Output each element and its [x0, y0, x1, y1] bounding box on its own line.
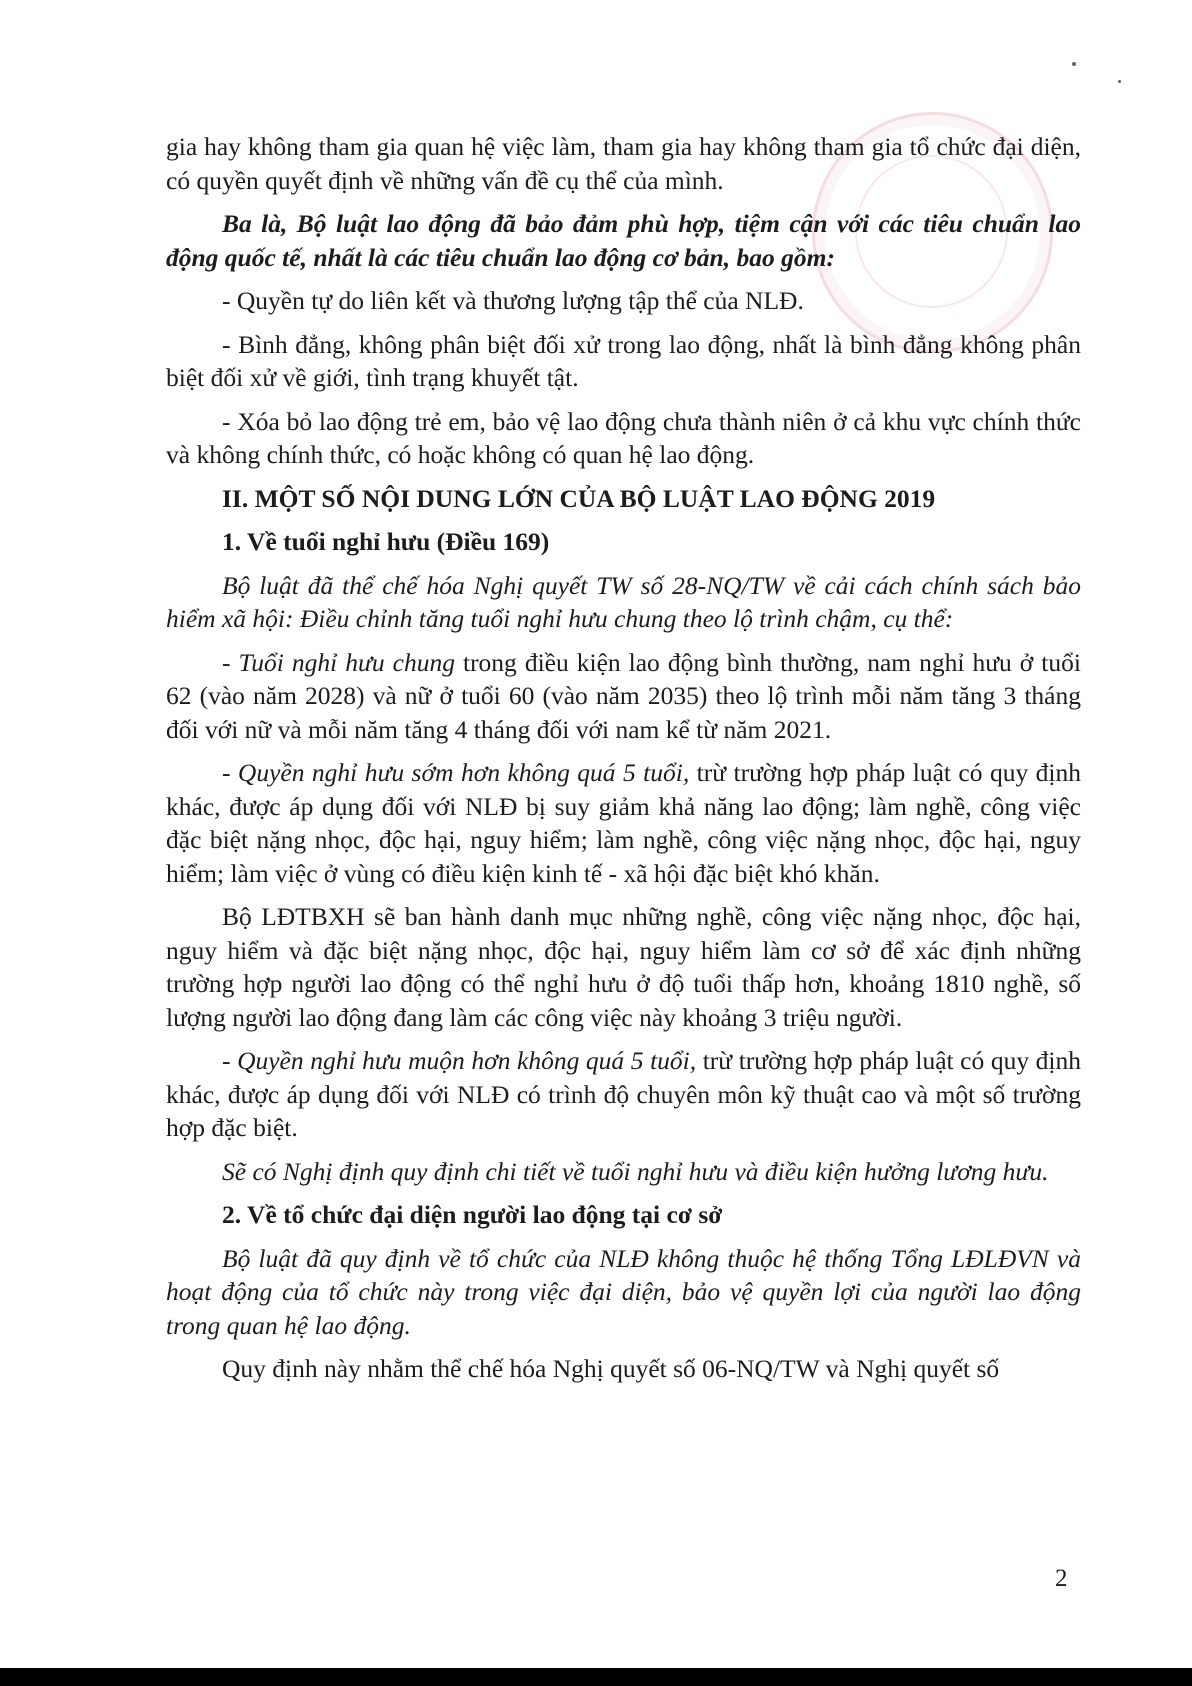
page-number: 2	[1055, 1565, 1068, 1592]
bullet-item: - Quyền tự do liên kết và thương lượng tập thể của NLĐ.	[222, 286, 804, 315]
section-heading: II. MỘT SỐ NỘI DUNG LỚN CỦA BỘ LUẬT LAO ĐỘNG 2019	[222, 483, 936, 513]
bullet-item: - Xóa bỏ lao động trẻ em, bảo vệ lao động chưa thành niên ở cả khu vực chính thức và không chính thức, có hoặc không có quan hệ lao động.	[166, 406, 1081, 469]
bullet-item	[166, 1044, 1081, 1145]
bullet-item	[166, 756, 1081, 890]
subsection-heading: 2. Về tổ chức đại diện người lao động tại cơ sở	[222, 1200, 723, 1229]
bullet-text: trừ trường hợp pháp luật có quy định khác, được áp dụng đối với NLĐ bị suy giảm khả năng lao động; làm nghề, công việc đặc biệt nặng nhọc, độc hại, nguy hiểm; làm nghề, công việc nặng nhọc, độc hại, nguy hiểm; làm việc ở vùng có điều kiện kinh tế - xã hội đặc biệt khó khăn.	[166, 758, 1081, 888]
paragraph: Bộ LĐTBXH sẽ ban hành danh mục những nghề, công việc nặng nhọc, độc hại, nguy hiểm và đặc biệt nặng nhọc, độc hại, nguy hiểm làm cơ sở để xác định những trường hợp người lao động có thể nghỉ hưu ở độ tuổi thấp hơn, khoảng 1810 nghề, số lượng người lao động đang làm các công việc này khoảng 3 triệu người.	[166, 902, 1081, 1032]
scan-border	[0, 1668, 1192, 1686]
paragraph-italic: Bộ luật đã quy định về tổ chức của NLĐ không thuộc hệ thống Tổng LĐLĐVN và hoạt động của tổ chức này trong việc đại diện, bảo vệ quyền lợi của người lao động trong quan hệ lao động.	[166, 1243, 1081, 1340]
paragraph-heading-italic: Ba là, Bộ luật lao động đã bảo đảm phù hợp, tiệm cận với các tiêu chuẩn lao động quốc tế, nhất là các tiêu chuẩn lao động cơ bản, bao gồm:	[166, 209, 1081, 272]
bullet-lead: - Quyền nghỉ hưu sớm hơn không quá 5 tuổi,	[222, 758, 690, 787]
bullet-text: trừ trường hợp pháp luật có quy định khác, được áp dụng đối với NLĐ có trình độ chuyên môn kỹ thuật cao và một số trường hợp đặc biệt.	[166, 1046, 1081, 1142]
document-body	[166, 130, 1081, 1396]
paragraph: Quy định này nhằm thể chế hóa Nghị quyết số 06-NQ/TW và Nghị quyết số	[222, 1354, 1000, 1383]
bullet-item: - Bình đẳng, không phân biệt đối xử trong lao động, nhất là bình đẳng không phân biệt đối xử về giới, tình trạng khuyết tật.	[166, 329, 1081, 392]
subsection-heading: 1. Về tuổi nghỉ hưu (Điều 169)	[222, 527, 550, 556]
paragraph-italic: Sẽ có Nghị định quy định chi tiết về tuổi nghỉ hưu và điều kiện hưởng lương hưu.	[222, 1156, 1049, 1186]
scan-speck	[1118, 80, 1121, 83]
paragraph-italic: Bộ luật đã thể chế hóa Nghị quyết TW số 28-NQ/TW về cải cách chính sách bảo hiểm xã hội: Điều chỉnh tăng tuổi nghỉ hưu chung theo lộ trình chậm, cụ thể:	[166, 570, 1081, 633]
bullet-lead: - Quyền nghỉ hưu muộn hơn không quá 5 tuổi,	[222, 1046, 697, 1075]
bullet-text: trong điều kiện lao động bình thường, nam nghỉ hưu ở tuổi 62 (vào năm 2028) và nữ ở tuổi 60 (vào năm 2035) theo lộ trình mỗi năm tăng 3 tháng đối với nữ và mỗi năm tăng 4 tháng đối với nam kể từ năm 2021.	[166, 647, 1081, 744]
scan-speck	[1072, 62, 1076, 66]
bullet-lead: - Tuổi nghỉ hưu chung	[222, 647, 455, 677]
paragraph: gia hay không tham gia quan hệ việc làm, tham gia hay không tham gia tổ chức đại diện, có quyền quyết định về những vấn đề cụ thể của mình.	[166, 132, 1081, 195]
bullet-item	[166, 646, 1081, 747]
